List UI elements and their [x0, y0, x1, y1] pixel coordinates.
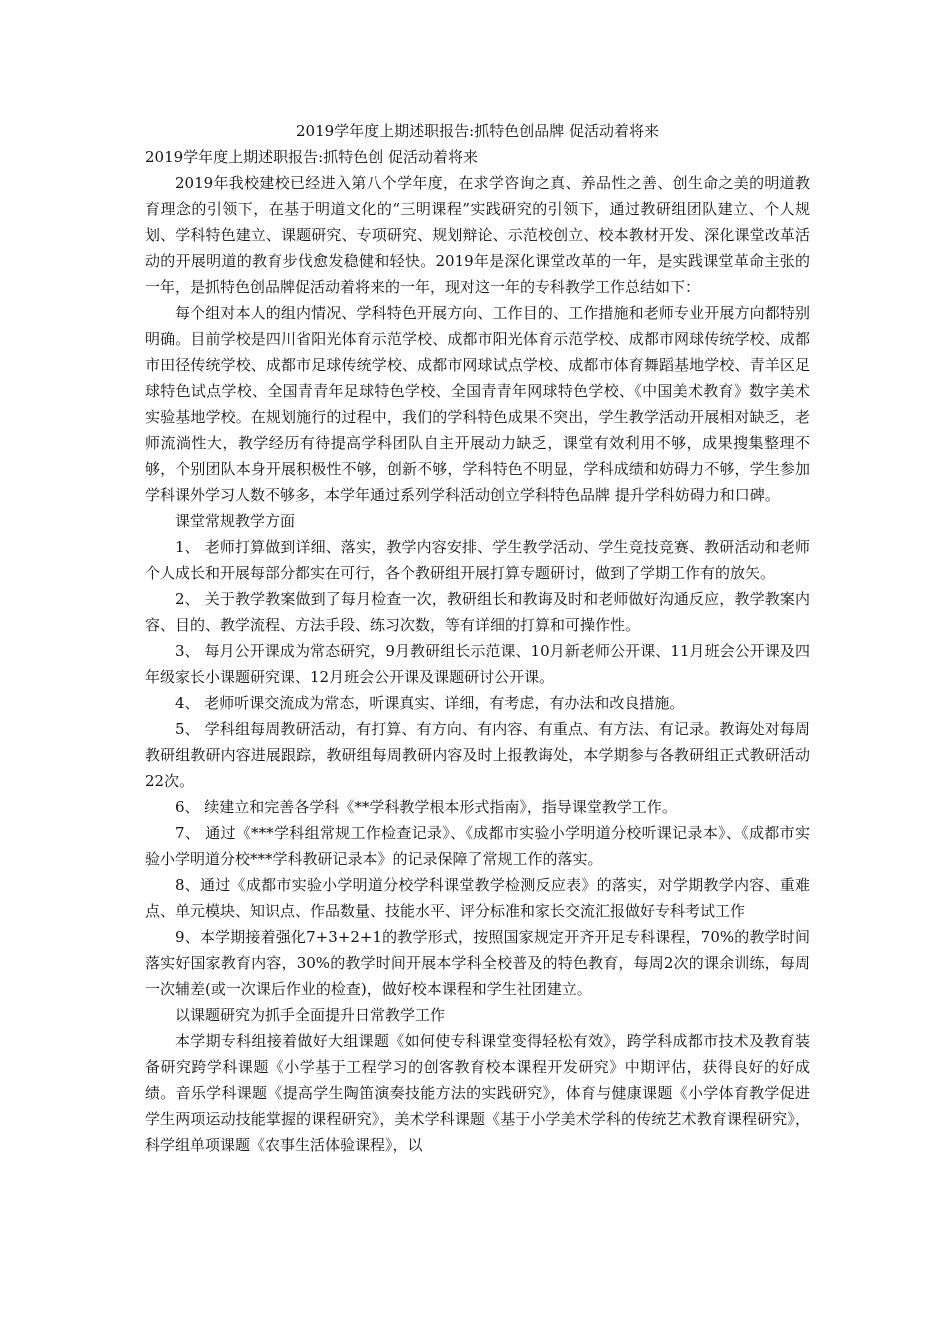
list-item: 1、 老师打算做到详细、落实，教学内容安排、学生教学活动、学生竞技竞赛、教研活动和老师个人成长和开展每部分都实在可行，各个教研组开展打算专题研讨，做到了学期工作有的放矢。	[145, 538, 810, 582]
list-item: 3、 每月公开课成为常态研究，9月教研组长示范课、10月新老师公开课、11月班会公开课及四年级家长小课题研究课、12月班会公开课及课题研讨公开课。	[145, 642, 810, 686]
research-paragraph: 本学期专科组接着做好大组课题《如何使专科课堂变得轻松有效》，跨学科成都市技术及教育装备研究跨学科课题《小学基于工程学习的创客教育校本课程开发研究》中期评估，获得良好的好成绩。音乐学科课题《提高学生陶笛演奏技能方法的实践研究》，体育与健康课题《小学体育教学促进学生两项运动技能掌握的课程研究》，美术学科课题《基于小学美术学科的传统艺术教育课程研究》，科学组单项课题《农事生活体验课程》，以	[145, 1032, 810, 1154]
status-paragraph: 每个组对本人的组内情况、学科特色开展方向、工作目的、工作措施和老师专业开展方向都特别明确。目前学校是四川省阳光体育示范学校、成都市阳光体育示范学校、成都市网球传统学校、成都市田径传统学校、成都市足球传统学校、成都市网球试点学校、成都市体育舞蹈基地学校、青羊区足球特色试点学校、全国青青年足球特色学校、全国青青年网球特色学校、《中国美术教育》数字美术实验基地学校。在规划施行的过程中，我们的学科特色成果不突出，学生教学活动开展相对缺乏，老师流淌性大，教学经历有待提高学科团队自主开展动力缺乏，课堂有效利用不够，成果搜集整理不够，个别团队本身开展积极性不够，创新不够，学科特色不明显，学科成绩和妨碍力不够，学生参加学科课外学习人数不够多，本学年通过系列学科活动创立学科特色品牌 提升学科妨碍力和口碑。	[145, 304, 810, 504]
list-item: 2、 关于教学教案做到了每月检查一次，教研组长和教诲及时和老师做好沟通反应，教学教案内容、目的、教学流程、方法手段、练习次数，等有详细的打算和可操作性。	[145, 590, 810, 634]
intro-paragraph: 2019年我校建校已经进入第八个学年度，在求学咨询之真、养品性之善、创生命之美的明道教育理念的引领下，在基于明道文化的“三明课程”实践研究的引领下，通过教研组团队建立、个人规划、学科特色建立、课题研究、专项研究、规划辩论、示范校创立、校本教材开发、深化课堂改革活动的开展明道的教育步伐愈发稳健和轻快。2019年是深化课堂改革的一年，是实践课堂革命主张的一年，是抓特色创品牌促活动着将来的一年，现对这一年的专科教学工作总结如下：	[145, 174, 810, 296]
list-item: 4、 老师听课交流成为常态，听课真实、详细，有考虑，有办法和改良措施。	[175, 694, 685, 712]
document-page	[145, 118, 810, 1158]
document-subtitle: 2019学年度上期述职报告:抓特色创 促活动着将来	[145, 148, 478, 166]
list-item: 7、 通过《***学科组常规工作检查记录》、《成都市实验小学明道分校听课记录本》、《成都市实验小学明道分校***学科教研记录本》的记录保障了常规工作的落实。	[145, 824, 810, 868]
document-title: 2019学年度上期述职报告:抓特色创品牌 促活动着将来	[296, 122, 659, 140]
list-item: 5、 学科组每周教研活动，有打算、有方向、有内容、有重点、有方法、有记录。教诲处对每周教研组教研内容进展跟踪，教研组每周教研内容及时上报教诲处，本学期参与各教研组正式教研活动22次。	[145, 720, 810, 790]
list-item: 6、 续建立和完善各学科《**学科教学根本形式指南》，指导课堂教学工作。	[175, 798, 677, 816]
section-heading-research: 以课题研究为抓手全面提升日常教学工作	[175, 1006, 446, 1024]
list-item: 9、本学期接着强化7+3+2+1的教学形式，按照国家规定开齐开足专科课程，70%的教学时间落实好国家教育内容，30%的教学时间开展本学科全校普及的特色教育，每周2次的课余训练，每周一次辅差(或一次课后作业的检查)，做好校本课程和学生社团建立。	[145, 928, 810, 998]
section-heading-classroom-routine: 课堂常规教学方面	[175, 512, 296, 530]
list-item: 8、通过《成都市实验小学明道分校学科课堂教学检测反应表》的落实，对学期教学内容、重难点、单元模块、知识点、作品数量、技能水平、评分标准和家长交流汇报做好专科考试工作	[145, 876, 810, 920]
